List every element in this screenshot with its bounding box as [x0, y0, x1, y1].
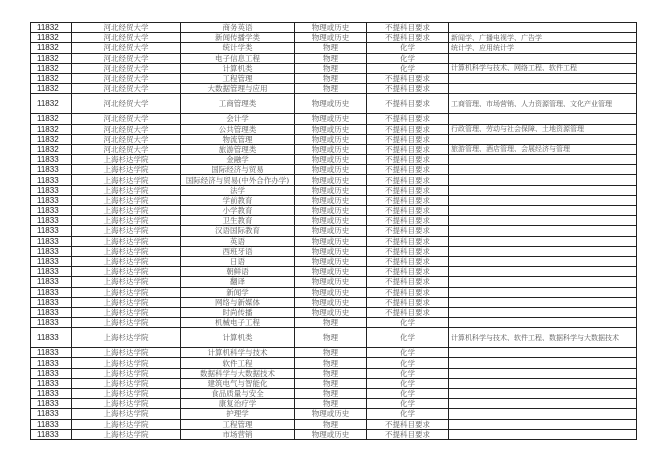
school-code-cell: 11832 [31, 63, 72, 73]
table-row [31, 297, 637, 307]
major-cell: 卫生教育 [181, 216, 295, 226]
primary-subject-cell: 物理或历史 [295, 236, 367, 246]
major-cell: 国际经济与贸易(中外合作办学) [181, 175, 295, 185]
table-row [31, 195, 637, 205]
table-row [31, 318, 637, 328]
major-cell: 西班牙语 [181, 246, 295, 256]
primary-subject-cell: 物理 [295, 389, 367, 399]
admission-requirements-table [30, 22, 637, 440]
school-name-cell: 河北经贸大学 [72, 114, 181, 124]
secondary-requirement-cell: 化学 [367, 389, 449, 399]
table-row [31, 155, 637, 165]
primary-subject-cell: 物理或历史 [295, 175, 367, 185]
secondary-requirement-cell: 不提科目要求 [367, 134, 449, 144]
major-cell: 康复治疗学 [181, 399, 295, 409]
primary-subject-cell: 物理 [295, 318, 367, 328]
table-row [31, 84, 637, 94]
school-code-cell: 11832 [31, 43, 72, 53]
included-majors-cell [449, 216, 637, 226]
table-row [31, 348, 637, 358]
included-majors-cell [449, 399, 637, 409]
school-name-cell: 河北经贸大学 [72, 134, 181, 144]
secondary-requirement-cell: 不提科目要求 [367, 419, 449, 429]
included-majors-cell [449, 226, 637, 236]
school-code-cell: 11833 [31, 185, 72, 195]
secondary-requirement-cell: 不提科目要求 [367, 73, 449, 83]
school-name-cell: 上海杉达学院 [72, 409, 181, 419]
table-row [31, 236, 637, 246]
secondary-requirement-cell: 不提科目要求 [367, 165, 449, 175]
primary-subject-cell: 物理 [295, 43, 367, 53]
major-cell: 电子信息工程 [181, 53, 295, 63]
primary-subject-cell: 物理或历史 [295, 144, 367, 154]
school-code-cell: 11833 [31, 348, 72, 358]
primary-subject-cell: 物理 [295, 368, 367, 378]
included-majors-cell [449, 267, 637, 277]
school-code-cell: 11833 [31, 195, 72, 205]
secondary-requirement-cell: 不提科目要求 [367, 277, 449, 287]
included-majors-cell [449, 114, 637, 124]
school-code-cell: 11832 [31, 73, 72, 83]
included-majors-cell [449, 185, 637, 195]
major-cell: 统计学类 [181, 43, 295, 53]
primary-subject-cell: 物理或历史 [295, 94, 367, 114]
school-code-cell: 11832 [31, 114, 72, 124]
major-cell: 日语 [181, 256, 295, 266]
secondary-requirement-cell: 化学 [367, 63, 449, 73]
major-cell: 工商管理类 [181, 94, 295, 114]
table-row [31, 307, 637, 317]
primary-subject-cell: 物理或历史 [295, 429, 367, 439]
secondary-requirement-cell: 不提科目要求 [367, 94, 449, 114]
included-majors-cell [449, 175, 637, 185]
secondary-requirement-cell: 不提科目要求 [367, 307, 449, 317]
table-row [31, 226, 637, 236]
included-majors-cell: 统计学、应用统计学 [449, 43, 637, 53]
school-code-cell: 11833 [31, 277, 72, 287]
major-cell: 市场营销 [181, 429, 295, 439]
secondary-requirement-cell: 化学 [367, 53, 449, 63]
primary-subject-cell: 物理 [295, 73, 367, 83]
major-cell: 旅游管理类 [181, 144, 295, 154]
school-name-cell: 上海杉达学院 [72, 277, 181, 287]
school-code-cell: 11833 [31, 226, 72, 236]
table-row [31, 206, 637, 216]
school-code-cell: 11833 [31, 165, 72, 175]
included-majors-cell [449, 246, 637, 256]
secondary-requirement-cell: 不提科目要求 [367, 175, 449, 185]
table-row [31, 124, 637, 134]
secondary-requirement-cell: 不提科目要求 [367, 33, 449, 43]
school-code-cell: 11833 [31, 155, 72, 165]
major-cell: 新闻传播学类 [181, 33, 295, 43]
secondary-requirement-cell: 化学 [367, 409, 449, 419]
school-code-cell: 11833 [31, 236, 72, 246]
school-name-cell: 上海杉达学院 [72, 429, 181, 439]
table-row [31, 287, 637, 297]
school-code-cell: 11833 [31, 358, 72, 368]
primary-subject-cell: 物理 [295, 63, 367, 73]
major-cell: 翻译 [181, 277, 295, 287]
primary-subject-cell: 物理或历史 [295, 165, 367, 175]
secondary-requirement-cell: 不提科目要求 [367, 287, 449, 297]
major-cell: 学前教育 [181, 195, 295, 205]
school-name-cell: 上海杉达学院 [72, 297, 181, 307]
major-cell: 汉语国际教育 [181, 226, 295, 236]
primary-subject-cell: 物理或历史 [295, 114, 367, 124]
school-code-cell: 11832 [31, 23, 72, 33]
school-name-cell: 上海杉达学院 [72, 246, 181, 256]
included-majors-cell [449, 358, 637, 368]
secondary-requirement-cell: 不提科目要求 [367, 216, 449, 226]
school-code-cell: 11833 [31, 409, 72, 419]
school-name-cell: 上海杉达学院 [72, 287, 181, 297]
major-cell: 计算机类 [181, 63, 295, 73]
school-code-cell: 11833 [31, 256, 72, 266]
secondary-requirement-cell: 不提科目要求 [367, 195, 449, 205]
school-code-cell: 11832 [31, 124, 72, 134]
secondary-requirement-cell: 不提科目要求 [367, 114, 449, 124]
major-cell: 建筑电气与智能化 [181, 378, 295, 388]
major-cell: 大数据管理与应用 [181, 84, 295, 94]
school-code-cell: 11832 [31, 53, 72, 63]
primary-subject-cell: 物理 [295, 378, 367, 388]
primary-subject-cell: 物理或历史 [295, 277, 367, 287]
major-cell: 商务英语 [181, 23, 295, 33]
school-name-cell: 上海杉达学院 [72, 267, 181, 277]
table-row [31, 185, 637, 195]
school-name-cell: 上海杉达学院 [72, 307, 181, 317]
included-majors-cell [449, 84, 637, 94]
secondary-requirement-cell: 化学 [367, 328, 449, 348]
major-cell: 机械电子工程 [181, 318, 295, 328]
major-cell: 法学 [181, 185, 295, 195]
secondary-requirement-cell: 化学 [367, 358, 449, 368]
school-name-cell: 河北经贸大学 [72, 144, 181, 154]
major-cell: 物流管理 [181, 134, 295, 144]
included-majors-cell [449, 73, 637, 83]
secondary-requirement-cell: 不提科目要求 [367, 236, 449, 246]
primary-subject-cell: 物理 [295, 53, 367, 63]
school-code-cell: 11833 [31, 389, 72, 399]
school-code-cell: 11833 [31, 297, 72, 307]
secondary-requirement-cell: 不提科目要求 [367, 23, 449, 33]
table-row [31, 267, 637, 277]
primary-subject-cell: 物理或历史 [295, 33, 367, 43]
primary-subject-cell: 物理或历史 [295, 216, 367, 226]
included-majors-cell [449, 134, 637, 144]
table-row [31, 389, 637, 399]
school-code-cell: 11833 [31, 206, 72, 216]
secondary-requirement-cell: 不提科目要求 [367, 155, 449, 165]
included-majors-cell [449, 53, 637, 63]
major-cell: 英语 [181, 236, 295, 246]
secondary-requirement-cell: 不提科目要求 [367, 144, 449, 154]
school-name-cell: 河北经贸大学 [72, 94, 181, 114]
major-cell: 数据科学与大数据技术 [181, 368, 295, 378]
secondary-requirement-cell: 不提科目要求 [367, 256, 449, 266]
primary-subject-cell: 物理或历史 [295, 155, 367, 165]
included-majors-cell [449, 236, 637, 246]
included-majors-cell [449, 419, 637, 429]
table-row [31, 165, 637, 175]
primary-subject-cell: 物理或历史 [295, 307, 367, 317]
primary-subject-cell: 物理或历史 [295, 246, 367, 256]
secondary-requirement-cell: 化学 [367, 378, 449, 388]
secondary-requirement-cell: 化学 [367, 318, 449, 328]
included-majors-cell [449, 287, 637, 297]
secondary-requirement-cell: 不提科目要求 [367, 297, 449, 307]
table-row [31, 23, 637, 33]
secondary-requirement-cell: 不提科目要求 [367, 124, 449, 134]
primary-subject-cell: 物理 [295, 84, 367, 94]
school-name-cell: 上海杉达学院 [72, 348, 181, 358]
included-majors-cell [449, 409, 637, 419]
major-cell: 时尚传播 [181, 307, 295, 317]
school-name-cell: 河北经贸大学 [72, 84, 181, 94]
included-majors-cell: 计算机科学与技术、软件工程、数据科学与大数据技术 [449, 328, 637, 348]
school-name-cell: 上海杉达学院 [72, 256, 181, 266]
school-name-cell: 上海杉达学院 [72, 328, 181, 348]
school-code-cell: 11832 [31, 134, 72, 144]
secondary-requirement-cell: 不提科目要求 [367, 246, 449, 256]
included-majors-cell [449, 195, 637, 205]
school-code-cell: 11833 [31, 419, 72, 429]
primary-subject-cell: 物理或历史 [295, 226, 367, 236]
table-row [31, 175, 637, 185]
major-cell: 软件工程 [181, 358, 295, 368]
school-code-cell: 11832 [31, 33, 72, 43]
major-cell: 食品质量与安全 [181, 389, 295, 399]
school-name-cell: 上海杉达学院 [72, 358, 181, 368]
primary-subject-cell: 物理 [295, 399, 367, 409]
primary-subject-cell: 物理或历史 [295, 287, 367, 297]
school-name-cell: 上海杉达学院 [72, 419, 181, 429]
primary-subject-cell: 物理或历史 [295, 124, 367, 134]
secondary-requirement-cell: 不提科目要求 [367, 84, 449, 94]
major-cell: 小学教育 [181, 206, 295, 216]
school-name-cell: 河北经贸大学 [72, 73, 181, 83]
table-row [31, 256, 637, 266]
primary-subject-cell: 物理或历史 [295, 206, 367, 216]
included-majors-cell [449, 165, 637, 175]
included-majors-cell [449, 277, 637, 287]
school-name-cell: 河北经贸大学 [72, 43, 181, 53]
table-row [31, 328, 637, 348]
school-name-cell: 河北经贸大学 [72, 53, 181, 63]
table-row [31, 33, 637, 43]
school-name-cell: 上海杉达学院 [72, 165, 181, 175]
table-row [31, 277, 637, 287]
school-code-cell: 11833 [31, 328, 72, 348]
major-cell: 公共管理类 [181, 124, 295, 134]
major-cell: 护理学 [181, 409, 295, 419]
included-majors-cell [449, 378, 637, 388]
secondary-requirement-cell: 化学 [367, 399, 449, 409]
school-name-cell: 上海杉达学院 [72, 368, 181, 378]
primary-subject-cell: 物理或历史 [295, 195, 367, 205]
included-majors-cell: 旅游管理、酒店管理、会展经济与管理 [449, 144, 637, 154]
primary-subject-cell: 物理 [295, 348, 367, 358]
major-cell: 朝鲜语 [181, 267, 295, 277]
primary-subject-cell: 物理 [295, 328, 367, 348]
included-majors-cell [449, 23, 637, 33]
table-row [31, 419, 637, 429]
school-code-cell: 11833 [31, 246, 72, 256]
school-name-cell: 上海杉达学院 [72, 236, 181, 246]
included-majors-cell [449, 155, 637, 165]
included-majors-cell [449, 348, 637, 358]
secondary-requirement-cell: 不提科目要求 [367, 429, 449, 439]
included-majors-cell: 计算机科学与技术、网络工程、软件工程 [449, 63, 637, 73]
school-name-cell: 河北经贸大学 [72, 33, 181, 43]
table-row [31, 73, 637, 83]
school-code-cell: 11833 [31, 429, 72, 439]
table-row [31, 63, 637, 73]
primary-subject-cell: 物理或历史 [295, 23, 367, 33]
school-name-cell: 上海杉达学院 [72, 206, 181, 216]
primary-subject-cell: 物理或历史 [295, 267, 367, 277]
major-cell: 计算机类 [181, 328, 295, 348]
primary-subject-cell: 物理或历史 [295, 185, 367, 195]
school-name-cell: 上海杉达学院 [72, 399, 181, 409]
major-cell: 工程管理 [181, 419, 295, 429]
included-majors-cell [449, 297, 637, 307]
school-name-cell: 上海杉达学院 [72, 155, 181, 165]
table-row [31, 216, 637, 226]
school-code-cell: 11832 [31, 94, 72, 114]
school-code-cell: 11833 [31, 267, 72, 277]
included-majors-cell [449, 368, 637, 378]
primary-subject-cell: 物理或历史 [295, 297, 367, 307]
primary-subject-cell: 物理或历史 [295, 256, 367, 266]
table-row [31, 429, 637, 439]
secondary-requirement-cell: 不提科目要求 [367, 267, 449, 277]
table-row [31, 368, 637, 378]
school-code-cell: 11833 [31, 399, 72, 409]
included-majors-cell [449, 256, 637, 266]
school-code-cell: 11833 [31, 318, 72, 328]
table-row [31, 246, 637, 256]
school-name-cell: 上海杉达学院 [72, 216, 181, 226]
included-majors-cell [449, 206, 637, 216]
included-majors-cell [449, 318, 637, 328]
secondary-requirement-cell: 不提科目要求 [367, 206, 449, 216]
included-majors-cell [449, 307, 637, 317]
major-cell: 会计学 [181, 114, 295, 124]
included-majors-cell [449, 389, 637, 399]
school-name-cell: 河北经贸大学 [72, 23, 181, 33]
school-code-cell: 11833 [31, 287, 72, 297]
secondary-requirement-cell: 不提科目要求 [367, 226, 449, 236]
school-code-cell: 11832 [31, 144, 72, 154]
school-name-cell: 上海杉达学院 [72, 195, 181, 205]
school-name-cell: 上海杉达学院 [72, 175, 181, 185]
primary-subject-cell: 物理 [295, 419, 367, 429]
school-code-cell: 11833 [31, 216, 72, 226]
major-cell: 计算机科学与技术 [181, 348, 295, 358]
major-cell: 金融学 [181, 155, 295, 165]
school-name-cell: 上海杉达学院 [72, 389, 181, 399]
secondary-requirement-cell: 不提科目要求 [367, 185, 449, 195]
table-row [31, 144, 637, 154]
included-majors-cell: 行政管理、劳动与社会保障、土地资源管理 [449, 124, 637, 134]
school-name-cell: 上海杉达学院 [72, 226, 181, 236]
secondary-requirement-cell: 化学 [367, 43, 449, 53]
table-row [31, 94, 637, 114]
included-majors-cell: 工商管理、市场营销、人力资源管理、文化产业管理 [449, 94, 637, 114]
table-row [31, 409, 637, 419]
major-cell: 新闻学 [181, 287, 295, 297]
school-code-cell: 11833 [31, 175, 72, 185]
included-majors-cell [449, 429, 637, 439]
school-name-cell: 上海杉达学院 [72, 185, 181, 195]
primary-subject-cell: 物理或历史 [295, 134, 367, 144]
table-row [31, 43, 637, 53]
school-code-cell: 11833 [31, 307, 72, 317]
table-row [31, 53, 637, 63]
secondary-requirement-cell: 化学 [367, 368, 449, 378]
table-row [31, 378, 637, 388]
school-name-cell: 上海杉达学院 [72, 318, 181, 328]
included-majors-cell: 新闻学、广播电视学、广告学 [449, 33, 637, 43]
school-name-cell: 河北经贸大学 [72, 63, 181, 73]
primary-subject-cell: 物理或历史 [295, 409, 367, 419]
school-code-cell: 11832 [31, 84, 72, 94]
school-name-cell: 上海杉达学院 [72, 378, 181, 388]
primary-subject-cell: 物理 [295, 358, 367, 368]
table-row [31, 358, 637, 368]
table-row [31, 134, 637, 144]
school-name-cell: 河北经贸大学 [72, 124, 181, 134]
major-cell: 国际经济与贸易 [181, 165, 295, 175]
major-cell: 网络与新媒体 [181, 297, 295, 307]
secondary-requirement-cell: 化学 [367, 348, 449, 358]
school-code-cell: 11833 [31, 368, 72, 378]
table-row [31, 114, 637, 124]
major-cell: 工程管理 [181, 73, 295, 83]
table-row [31, 399, 637, 409]
school-code-cell: 11833 [31, 378, 72, 388]
